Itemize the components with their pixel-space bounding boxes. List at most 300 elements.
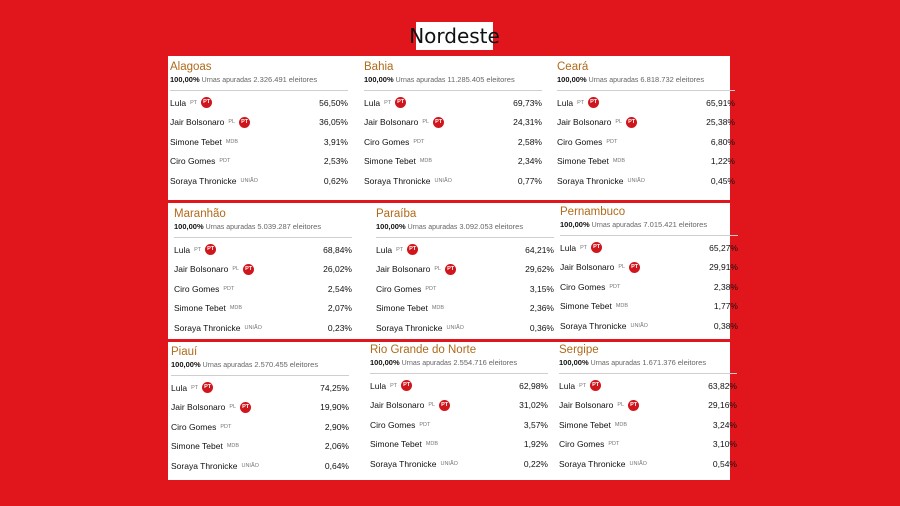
urn-label: Urnas apuradas bbox=[407, 224, 458, 231]
party-label: PL bbox=[615, 119, 623, 126]
party-label: UNIÃO bbox=[446, 324, 464, 331]
candidate-row bbox=[370, 415, 548, 435]
party-label: PL bbox=[617, 402, 625, 409]
voter-count: 7.015.421 bbox=[643, 220, 677, 229]
candidate bbox=[376, 264, 456, 275]
vote-percent: 1,77% bbox=[713, 301, 738, 312]
candidate-row bbox=[171, 398, 349, 418]
candidate bbox=[376, 303, 444, 313]
candidate-name: Lula bbox=[364, 97, 381, 108]
candidate bbox=[559, 380, 601, 391]
candidate-name: Jair Bolsonaro bbox=[364, 117, 419, 128]
candidate bbox=[171, 461, 259, 471]
party-label: MDB bbox=[612, 158, 626, 165]
candidate-name: Ciro Gomes bbox=[171, 421, 217, 432]
candidate bbox=[557, 176, 645, 186]
state-card bbox=[557, 60, 735, 191]
candidate bbox=[370, 380, 412, 391]
vote-percent: 0,22% bbox=[523, 458, 548, 469]
candidate-name: Soraya Thronicke bbox=[364, 175, 431, 186]
pt-logo-icon: PT bbox=[395, 97, 406, 108]
candidate-row bbox=[559, 396, 737, 416]
voters-suffix: eleitores bbox=[292, 222, 322, 231]
divider bbox=[364, 90, 542, 91]
candidate-name: Soraya Thronicke bbox=[170, 175, 237, 186]
candidate-name: Lula bbox=[174, 244, 191, 255]
candidate bbox=[560, 262, 640, 273]
urn-label: Urnas apuradas bbox=[590, 360, 641, 367]
candidate-name: Jair Bolsonaro bbox=[559, 400, 614, 411]
candidate bbox=[364, 117, 444, 128]
party-label: PT bbox=[384, 99, 392, 106]
voters-suffix: eleitores bbox=[488, 358, 518, 367]
candidate bbox=[171, 382, 213, 393]
voters-suffix: eleitores bbox=[486, 75, 515, 84]
candidate-row bbox=[174, 240, 352, 260]
candidate bbox=[174, 323, 262, 333]
candidate bbox=[170, 176, 258, 186]
candidate-name: Simone Tebet bbox=[171, 441, 223, 452]
candidate-row bbox=[364, 113, 542, 133]
party-label: UNIÃO bbox=[241, 462, 259, 469]
candidate-row bbox=[174, 279, 352, 299]
candidate bbox=[174, 264, 254, 275]
vote-percent: 29,16% bbox=[708, 400, 737, 411]
state-name: Alagoas bbox=[170, 61, 212, 73]
pt-logo-icon: PT bbox=[243, 264, 254, 275]
voter-count: 11.285.405 bbox=[447, 75, 485, 84]
candidate bbox=[557, 97, 599, 108]
vote-percent: 29,62% bbox=[525, 264, 554, 275]
vote-percent: 26,02% bbox=[323, 264, 352, 275]
candidate-row bbox=[370, 396, 548, 416]
candidate bbox=[560, 301, 628, 311]
vote-percent: 3,15% bbox=[529, 283, 554, 294]
urn-label: Urnas apuradas bbox=[201, 77, 252, 84]
candidate bbox=[171, 402, 251, 413]
candidate-row bbox=[174, 318, 352, 338]
vote-percent: 2,07% bbox=[327, 303, 352, 314]
counting-status bbox=[364, 75, 542, 86]
party-label: PDT bbox=[219, 158, 231, 165]
party-label: MDB bbox=[419, 158, 433, 165]
candidate-name: Ciro Gomes bbox=[364, 136, 410, 147]
candidate-row bbox=[170, 132, 348, 152]
candidate bbox=[560, 242, 602, 253]
party-label: PT bbox=[190, 99, 198, 106]
candidate bbox=[559, 400, 639, 411]
voter-count: 6.818.732 bbox=[640, 75, 674, 84]
candidate-row bbox=[557, 152, 735, 172]
vote-percent: 65,91% bbox=[706, 97, 735, 108]
party-label: UNIÃO bbox=[440, 460, 458, 467]
candidate-name: Jair Bolsonaro bbox=[171, 402, 226, 413]
counting-status bbox=[174, 222, 352, 233]
vote-percent: 63,82% bbox=[708, 380, 737, 391]
pt-logo-icon: PT bbox=[588, 97, 599, 108]
vote-percent: 3,24% bbox=[712, 419, 737, 430]
candidate bbox=[364, 156, 432, 166]
candidate bbox=[171, 441, 239, 451]
party-label: PDT bbox=[609, 283, 621, 290]
party-label: PL bbox=[618, 264, 626, 271]
party-label: PT bbox=[579, 382, 587, 389]
candidate-row bbox=[376, 318, 554, 338]
urn-label: Urnas apuradas bbox=[591, 222, 642, 229]
vote-percent: 2,58% bbox=[517, 136, 542, 147]
vote-percent: 2,90% bbox=[324, 421, 349, 432]
candidate-name: Lula bbox=[170, 97, 187, 108]
candidate-name: Ciro Gomes bbox=[174, 283, 220, 294]
vote-percent: 2,06% bbox=[324, 441, 349, 452]
urn-label: Urnas apuradas bbox=[588, 77, 639, 84]
urn-label: Urnas apuradas bbox=[395, 77, 446, 84]
pt-logo-icon: PT bbox=[239, 117, 250, 128]
party-label: MDB bbox=[614, 421, 628, 428]
counting-status bbox=[170, 75, 348, 86]
state-card bbox=[559, 343, 737, 474]
pt-logo-icon: PT bbox=[445, 264, 456, 275]
state-card bbox=[170, 60, 348, 191]
candidate-name: Simone Tebet bbox=[559, 419, 611, 430]
candidate bbox=[559, 439, 619, 449]
pt-logo-icon: PT bbox=[591, 242, 602, 253]
candidate-name: Simone Tebet bbox=[174, 303, 226, 314]
candidate-row bbox=[364, 93, 542, 113]
urn-label: Urnas apuradas bbox=[202, 362, 253, 369]
party-label: UNIÃO bbox=[630, 322, 648, 329]
candidate-name: Jair Bolsonaro bbox=[560, 262, 615, 273]
candidate bbox=[560, 321, 648, 331]
candidate-row bbox=[364, 171, 542, 191]
vote-percent: 31,02% bbox=[519, 400, 548, 411]
party-label: PDT bbox=[425, 285, 437, 292]
candidate-name: Soraya Thronicke bbox=[370, 458, 437, 469]
counted-percent: 100,00% bbox=[174, 222, 204, 231]
party-label: UNIÃO bbox=[240, 177, 258, 184]
candidate bbox=[170, 97, 212, 108]
candidate-name: Lula bbox=[376, 244, 393, 255]
state-card bbox=[370, 343, 548, 474]
party-label: UNIÃO bbox=[434, 177, 452, 184]
state-card bbox=[174, 207, 352, 338]
candidate-name: Ciro Gomes bbox=[370, 419, 416, 430]
counting-status bbox=[559, 358, 737, 369]
state-name: Piauí bbox=[171, 346, 198, 358]
vote-percent: 0,23% bbox=[327, 322, 352, 333]
candidate bbox=[557, 117, 637, 128]
candidate bbox=[364, 97, 406, 108]
candidate bbox=[370, 400, 450, 411]
candidate-name: Jair Bolsonaro bbox=[376, 264, 431, 275]
counting-status bbox=[560, 220, 738, 231]
pt-logo-icon: PT bbox=[201, 97, 212, 108]
vote-percent: 2,54% bbox=[327, 283, 352, 294]
state-card bbox=[171, 345, 349, 476]
counting-status bbox=[370, 358, 548, 369]
divider bbox=[170, 90, 348, 91]
party-label: PL bbox=[228, 119, 236, 126]
candidate bbox=[370, 439, 438, 449]
party-label: PT bbox=[390, 382, 398, 389]
pt-logo-icon: PT bbox=[240, 402, 251, 413]
pt-logo-icon: PT bbox=[433, 117, 444, 128]
candidate-row bbox=[370, 376, 548, 396]
vote-percent: 65,27% bbox=[709, 242, 738, 253]
candidate-row bbox=[557, 171, 735, 191]
party-label: PDT bbox=[413, 138, 425, 145]
counted-percent: 100,00% bbox=[364, 75, 394, 84]
counting-status bbox=[557, 75, 735, 86]
party-label: UNIÃO bbox=[244, 324, 262, 331]
state-name: Maranhão bbox=[174, 208, 226, 220]
candidate-name: Jair Bolsonaro bbox=[170, 117, 225, 128]
candidate-row bbox=[559, 435, 737, 455]
voter-count: 3.092.053 bbox=[459, 222, 493, 231]
candidate-name: Soraya Thronicke bbox=[171, 460, 238, 471]
candidate-row bbox=[174, 299, 352, 319]
pt-logo-icon: PT bbox=[628, 400, 639, 411]
candidate-row bbox=[364, 132, 542, 152]
candidate-row bbox=[376, 299, 554, 319]
candidate-row bbox=[559, 415, 737, 435]
candidate bbox=[174, 303, 242, 313]
counted-percent: 100,00% bbox=[557, 75, 587, 84]
vote-percent: 0,62% bbox=[323, 175, 348, 186]
candidate bbox=[559, 459, 647, 469]
party-label: UNIÃO bbox=[627, 177, 645, 184]
vote-percent: 24,31% bbox=[513, 117, 542, 128]
party-label: PL bbox=[232, 266, 240, 273]
state-name: Paraíba bbox=[376, 208, 417, 220]
counted-percent: 100,00% bbox=[559, 358, 589, 367]
candidate bbox=[171, 422, 231, 432]
voter-count: 2.554.716 bbox=[453, 358, 487, 367]
party-label: MDB bbox=[431, 305, 445, 312]
vote-percent: 56,50% bbox=[319, 97, 348, 108]
vote-percent: 2,38% bbox=[713, 281, 738, 292]
vote-percent: 0,38% bbox=[713, 320, 738, 331]
candidate bbox=[170, 117, 250, 128]
vote-percent: 19,90% bbox=[320, 402, 349, 413]
candidate-row bbox=[559, 376, 737, 396]
voters-suffix: eleitores bbox=[288, 75, 318, 84]
party-label: PL bbox=[428, 402, 436, 409]
divider bbox=[174, 237, 352, 238]
candidate bbox=[170, 156, 230, 166]
pt-logo-icon: PT bbox=[626, 117, 637, 128]
pt-logo-icon: PT bbox=[629, 262, 640, 273]
candidate bbox=[559, 420, 627, 430]
state-card bbox=[376, 207, 554, 338]
party-label: PL bbox=[422, 119, 430, 126]
party-label: PDT bbox=[608, 441, 620, 448]
candidate bbox=[376, 323, 464, 333]
candidate-name: Ciro Gomes bbox=[170, 156, 216, 167]
vote-percent: 29,91% bbox=[709, 262, 738, 273]
candidate bbox=[174, 244, 216, 255]
candidate-name: Ciro Gomes bbox=[560, 281, 606, 292]
party-label: MDB bbox=[615, 303, 629, 310]
candidate-row bbox=[560, 277, 738, 297]
vote-percent: 25,38% bbox=[706, 117, 735, 128]
state-name: Rio Grande do Norte bbox=[370, 344, 477, 356]
candidate bbox=[376, 244, 418, 255]
state-card bbox=[364, 60, 542, 191]
candidate bbox=[364, 176, 452, 186]
party-label: PT bbox=[191, 384, 199, 391]
candidate-name: Soraya Thronicke bbox=[174, 322, 241, 333]
vote-percent: 1,22% bbox=[710, 156, 735, 167]
vote-percent: 0,36% bbox=[529, 322, 554, 333]
candidate-row bbox=[370, 435, 548, 455]
candidate-row bbox=[171, 378, 349, 398]
candidate-name: Lula bbox=[370, 380, 387, 391]
candidate-row bbox=[557, 93, 735, 113]
candidate-name: Jair Bolsonaro bbox=[557, 117, 612, 128]
vote-percent: 0,64% bbox=[324, 460, 349, 471]
voters-suffix: eleitores bbox=[289, 360, 319, 369]
candidate-row bbox=[171, 437, 349, 457]
candidate-name: Ciro Gomes bbox=[376, 283, 422, 294]
state-name: Ceará bbox=[557, 61, 589, 73]
page-title: Nordeste bbox=[409, 24, 500, 48]
counted-percent: 100,00% bbox=[170, 75, 200, 84]
vote-percent: 62,98% bbox=[519, 380, 548, 391]
party-label: PL bbox=[434, 266, 442, 273]
party-label: PDT bbox=[223, 285, 235, 292]
vote-percent: 1,92% bbox=[523, 439, 548, 450]
candidate-row bbox=[557, 113, 735, 133]
vote-percent: 6,80% bbox=[710, 136, 735, 147]
party-label: MDB bbox=[229, 305, 243, 312]
candidate-row bbox=[171, 417, 349, 437]
party-label: UNIÃO bbox=[629, 460, 647, 467]
pt-logo-icon: PT bbox=[202, 382, 213, 393]
candidate bbox=[557, 137, 617, 147]
party-label: PT bbox=[396, 246, 404, 253]
pt-logo-icon: PT bbox=[439, 400, 450, 411]
candidate bbox=[376, 284, 436, 294]
vote-percent: 0,45% bbox=[710, 175, 735, 186]
vote-percent: 3,57% bbox=[523, 419, 548, 430]
candidate-row bbox=[170, 152, 348, 172]
party-label: MDB bbox=[226, 443, 240, 450]
party-label: MDB bbox=[225, 138, 239, 145]
candidate-row bbox=[364, 152, 542, 172]
vote-percent: 74,25% bbox=[320, 382, 349, 393]
candidate-name: Simone Tebet bbox=[376, 303, 428, 314]
candidate-name: Jair Bolsonaro bbox=[174, 264, 229, 275]
candidate-name: Soraya Thronicke bbox=[560, 320, 627, 331]
vote-percent: 3,10% bbox=[712, 439, 737, 450]
party-label: MDB bbox=[425, 441, 439, 448]
state-name: Sergipe bbox=[559, 344, 599, 356]
pt-logo-icon: PT bbox=[205, 244, 216, 255]
counted-percent: 100,00% bbox=[376, 222, 406, 231]
candidate-name: Lula bbox=[557, 97, 574, 108]
divider bbox=[559, 373, 737, 374]
voters-suffix: eleitores bbox=[678, 220, 708, 229]
candidate-name: Lula bbox=[171, 382, 188, 393]
candidate-row bbox=[559, 454, 737, 474]
candidate bbox=[364, 137, 424, 147]
candidate-name: Simone Tebet bbox=[560, 301, 612, 312]
vote-percent: 2,36% bbox=[529, 303, 554, 314]
candidate-row bbox=[370, 454, 548, 474]
candidate bbox=[557, 156, 625, 166]
vote-percent: 69,73% bbox=[513, 97, 542, 108]
vote-percent: 64,21% bbox=[525, 244, 554, 255]
candidate-row bbox=[174, 260, 352, 280]
candidate bbox=[174, 284, 234, 294]
voters-suffix: eleitores bbox=[675, 75, 705, 84]
voter-count: 2.326.491 bbox=[253, 75, 287, 84]
party-label: PT bbox=[194, 246, 202, 253]
party-label: PDT bbox=[220, 423, 232, 430]
counting-status bbox=[376, 222, 554, 233]
counted-percent: 100,00% bbox=[171, 360, 201, 369]
pt-logo-icon: PT bbox=[401, 380, 412, 391]
candidate bbox=[170, 137, 238, 147]
voter-count: 5.039.287 bbox=[257, 222, 291, 231]
candidate-name: Ciro Gomes bbox=[559, 439, 605, 450]
voters-suffix: eleitores bbox=[677, 358, 707, 367]
candidate-name: Simone Tebet bbox=[557, 156, 609, 167]
divider bbox=[171, 375, 349, 376]
candidate-name: Lula bbox=[559, 380, 576, 391]
state-card bbox=[560, 205, 738, 336]
vote-percent: 0,77% bbox=[517, 175, 542, 186]
party-label: PDT bbox=[419, 421, 431, 428]
candidate-row bbox=[557, 132, 735, 152]
voters-suffix: eleitores bbox=[494, 222, 524, 231]
candidate-name: Jair Bolsonaro bbox=[370, 400, 425, 411]
candidate-row bbox=[560, 258, 738, 278]
pt-logo-icon: PT bbox=[407, 244, 418, 255]
vote-percent: 68,84% bbox=[323, 244, 352, 255]
voter-count: 2.570.455 bbox=[254, 360, 288, 369]
candidate-name: Simone Tebet bbox=[170, 136, 222, 147]
party-label: PT bbox=[580, 244, 588, 251]
vote-percent: 36,05% bbox=[319, 117, 348, 128]
vote-percent: 3,91% bbox=[323, 136, 348, 147]
candidate-name: Soraya Thronicke bbox=[559, 458, 626, 469]
candidate-name: Lula bbox=[560, 242, 577, 253]
divider bbox=[557, 90, 735, 91]
vote-percent: 0,54% bbox=[712, 458, 737, 469]
candidate-name: Soraya Thronicke bbox=[376, 322, 443, 333]
candidate-row bbox=[376, 240, 554, 260]
candidate-name: Ciro Gomes bbox=[557, 136, 603, 147]
vote-percent: 2,53% bbox=[323, 156, 348, 167]
counted-percent: 100,00% bbox=[370, 358, 400, 367]
candidate-name: Simone Tebet bbox=[370, 439, 422, 450]
candidate-row bbox=[376, 260, 554, 280]
candidate-row bbox=[171, 456, 349, 476]
candidate bbox=[370, 420, 430, 430]
candidate-row bbox=[560, 238, 738, 258]
counted-percent: 100,00% bbox=[560, 220, 590, 229]
state-name: Pernambuco bbox=[560, 206, 626, 218]
party-label: PL bbox=[229, 404, 237, 411]
state-name: Bahia bbox=[364, 61, 394, 73]
party-label: PDT bbox=[606, 138, 618, 145]
divider bbox=[376, 237, 554, 238]
candidate-row bbox=[170, 113, 348, 133]
candidate-row bbox=[170, 171, 348, 191]
vote-percent: 2,34% bbox=[517, 156, 542, 167]
